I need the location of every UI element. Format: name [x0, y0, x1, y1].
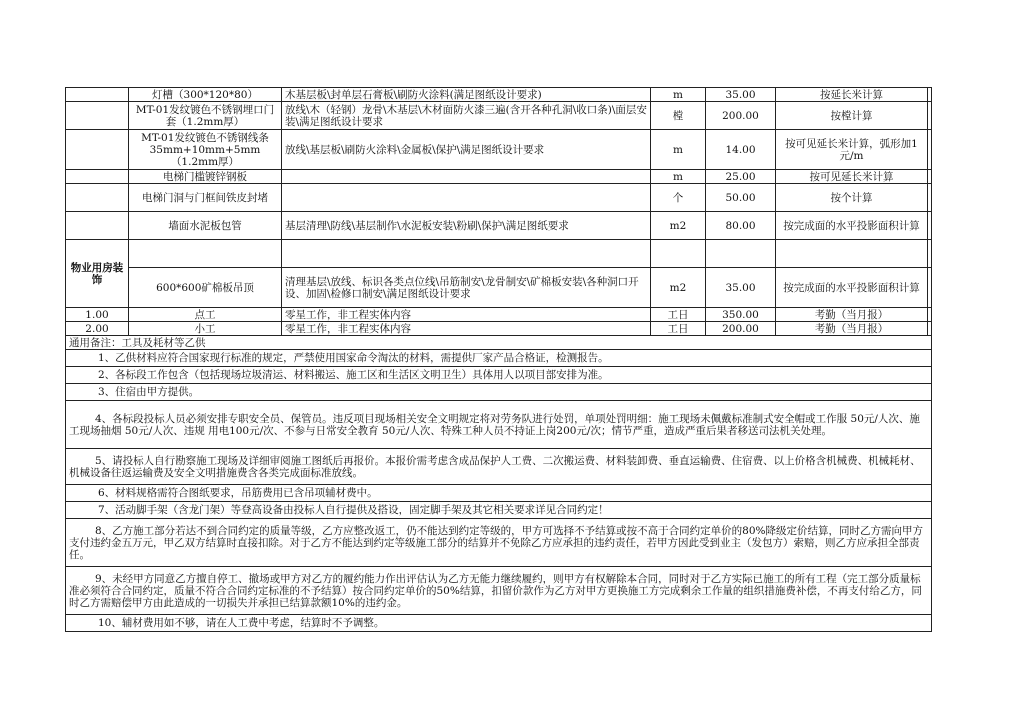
table-row — [66, 322, 932, 336]
blank-name — [129, 240, 282, 268]
note-row — [66, 384, 932, 401]
item-name: 电梯门洞与门框间铁皮封堵 — [129, 184, 282, 212]
item-number — [66, 212, 129, 240]
row-end — [928, 102, 932, 130]
item-measure-rule: 按可见延长米计算，弧形加1元/m — [776, 130, 928, 170]
item-number: 1.00 — [66, 308, 129, 322]
note-text: 3、住宿由甲方提供。 — [66, 384, 932, 401]
item-name: 灯槽（300*120*80） — [129, 88, 282, 102]
item-measure-rule: 按可见延长米计算 — [776, 170, 928, 184]
note-row — [66, 485, 932, 502]
item-quantity: 35.00 — [706, 268, 776, 308]
item-quantity: 50.00 — [706, 184, 776, 212]
item-quantity: 25.00 — [706, 170, 776, 184]
note-text: 9、未经甲方同意乙方擅自停工、撤场或甲方对乙方的履约能力作出评估认为乙方无能力继续履约，则甲方有权解除本合同，同时对于乙方实际已施工的所有工程（完工部分质量标准必须符合合同约定，质量不符合合同约定标准的不予结算）按合同约定单价的50%结算，扣留价款作为乙方对甲方更换施工方完成剩余工作量的组织措施费补偿，不再支付给乙方，同时乙方需赔偿甲方由此造成的一切损失并承担已结算款额10%的违约金。 — [66, 567, 932, 615]
item-measure-rule: 按完成面的水平投影面积计算 — [776, 212, 928, 240]
item-quantity: 35.00 — [706, 88, 776, 102]
item-measure-rule: 按樘计算 — [776, 102, 928, 130]
note-row — [66, 519, 932, 567]
item-description — [282, 170, 651, 184]
item-description: 零星工作，非工程实体内容 — [282, 322, 651, 336]
item-number — [66, 130, 129, 170]
item-unit: m — [651, 170, 706, 184]
item-quantity: 200.00 — [706, 102, 776, 130]
section-label: 物业用房装饰 — [66, 240, 129, 308]
note-row — [66, 567, 932, 615]
notes-header: 通用备注：工具及耗材等乙供 — [66, 336, 932, 350]
item-name: 600*600矿棉板吊顶 — [129, 268, 282, 308]
item-description: 木基层板\封单层石膏板\刷防火涂料(满足图纸设计要求) — [282, 88, 651, 102]
item-unit: m — [651, 88, 706, 102]
item-unit: m — [651, 130, 706, 170]
row-end — [928, 88, 932, 102]
blank-unit — [651, 240, 706, 268]
item-name: 墙面水泥板包管 — [129, 212, 282, 240]
item-measure-rule: 按个计算 — [776, 184, 928, 212]
item-description: 基层清理\防线\基层制作\水泥板安装\粉刷\保护\满足图纸要求 — [282, 212, 651, 240]
item-description: 零星工作，非工程实体内容 — [282, 308, 651, 322]
item-measure-rule: 按延长米计算 — [776, 88, 928, 102]
note-row — [66, 401, 932, 449]
item-description: 放线\基层板\刷防火涂料\金属板\保护\满足图纸设计要求 — [282, 130, 651, 170]
table-row — [66, 88, 932, 102]
item-quantity: 350.00 — [706, 308, 776, 322]
note-text: 2、各标段工作包含（包括现场垃圾清运、材料搬运、施工区和生活区文明卫生）具体用人以项目部安排为准。 — [66, 367, 932, 384]
item-description: 放线\木（轻钢）龙骨\木基层\木材面防火漆三遍(含开各种孔洞\收口条)\面层安装\满足图纸设计要求 — [282, 102, 651, 130]
quote-sheet — [65, 87, 931, 632]
table-row — [66, 102, 932, 130]
item-unit: m2 — [651, 212, 706, 240]
section-row — [66, 240, 932, 268]
note-text: 7、活动脚手架（含龙门架）等登高设备由投标人自行提供及搭设，固定脚手架及其它相关要求详见合同约定！ — [66, 502, 932, 519]
item-unit: 樘 — [651, 102, 706, 130]
item-number — [66, 170, 129, 184]
item-description — [282, 184, 651, 212]
note-text: 4、各标段投标人员必须安排专职安全员、保管员。违反项目现场相关安全文明规定将对劳务队进行处罚，单项处罚明细：施工现场未佩戴标准制式安全帽或工作服 50元/人次、施工现场抽烟 50元/人次、违规 用电100元/次、不参与日常安全教育 50元/人次、特殊工种人员不持证上岗200元/次；情节严重，造成严重后果者移送司法机关处理。 — [66, 401, 932, 449]
item-quantity: 80.00 — [706, 212, 776, 240]
note-row — [66, 502, 932, 519]
item-number — [66, 102, 129, 130]
row-end — [928, 184, 932, 212]
item-name: MT-01发纹镀色不锈钢线条35mm+10mm+5mm（1.2mm厚） — [129, 130, 282, 170]
note-row — [66, 367, 932, 384]
note-text: 5、请投标人自行勘察施工现场及详细审阅施工图纸后再报价。本报价需考虑含成品保护人工费、二次搬运费、材料装卸费、垂直运输费、住宿费、以上价格含机械费、机械耗材、机械设备往返运输费及安全文明措施费含各类完成面标准放线。 — [66, 449, 932, 485]
table-row — [66, 308, 932, 322]
item-number — [66, 184, 129, 212]
table-row — [66, 184, 932, 212]
item-unit: 工日 — [651, 322, 706, 336]
note-text: 6、材料规格需符合图纸要求，吊筋费用已含吊项辅材费中。 — [66, 485, 932, 502]
blank-quantity — [706, 240, 776, 268]
item-unit: 个 — [651, 184, 706, 212]
row-end — [928, 240, 932, 268]
item-name: 电梯门槛镀锌钢板 — [129, 170, 282, 184]
item-unit: 工日 — [651, 308, 706, 322]
item-number: 2.00 — [66, 322, 129, 336]
note-row — [66, 449, 932, 485]
item-name: 点工 — [129, 308, 282, 322]
note-row — [66, 350, 932, 367]
row-end — [928, 212, 932, 240]
blank-description — [282, 240, 651, 268]
item-measure-rule: 按完成面的水平投影面积计算 — [776, 268, 928, 308]
table-row — [66, 212, 932, 240]
row-end — [928, 170, 932, 184]
item-measure-rule: 考勤（当月报） — [776, 308, 928, 322]
note-text: 1、乙供材料应符合国家现行标准的规定，严禁使用国家命令淘汰的材料，需提供厂家产品合格证，检测报告。 — [66, 350, 932, 367]
notes-header-row — [66, 336, 932, 350]
blank-rule — [776, 240, 928, 268]
table-row — [66, 170, 932, 184]
note-row — [66, 615, 932, 632]
quote-table — [65, 87, 932, 632]
table-row — [66, 268, 932, 308]
table-row — [66, 130, 932, 170]
item-name: MT-01发纹镀色不锈钢埋口门套（1.2mm厚） — [129, 102, 282, 130]
item-unit: m2 — [651, 268, 706, 308]
item-description: 清理基层\放线、标识各类点位线\吊筋制安\龙骨制安\矿棉板安装\各种洞口开设、加固\检修口制安\满足图纸设计要求 — [282, 268, 651, 308]
note-text: 10、辅材费用如不够，请在人工费中考虑，结算时不予调整。 — [66, 615, 932, 632]
row-end — [928, 268, 932, 308]
item-measure-rule: 考勤（当月报） — [776, 322, 928, 336]
item-quantity: 200.00 — [706, 322, 776, 336]
row-end — [928, 130, 932, 170]
note-text: 8、乙方施工部分若达不到合同约定的质量等级，乙方应整改返工，仍不能达到约定等级的，甲方可选择不予结算或按不高于合同约定单价的80%降级定价结算，同时乙方需向甲方支付违约金五万元，甲乙双方结算时直接扣除。对于乙方不能达到约定等级施工部分的结算并不免除乙方应承担的违约责任，若甲方因此受到业主（发包方）索赔，则乙方应承担全部责任。 — [66, 519, 932, 567]
row-end — [928, 322, 932, 336]
item-quantity: 14.00 — [706, 130, 776, 170]
item-number — [66, 88, 129, 102]
row-end — [928, 308, 932, 322]
item-name: 小工 — [129, 322, 282, 336]
